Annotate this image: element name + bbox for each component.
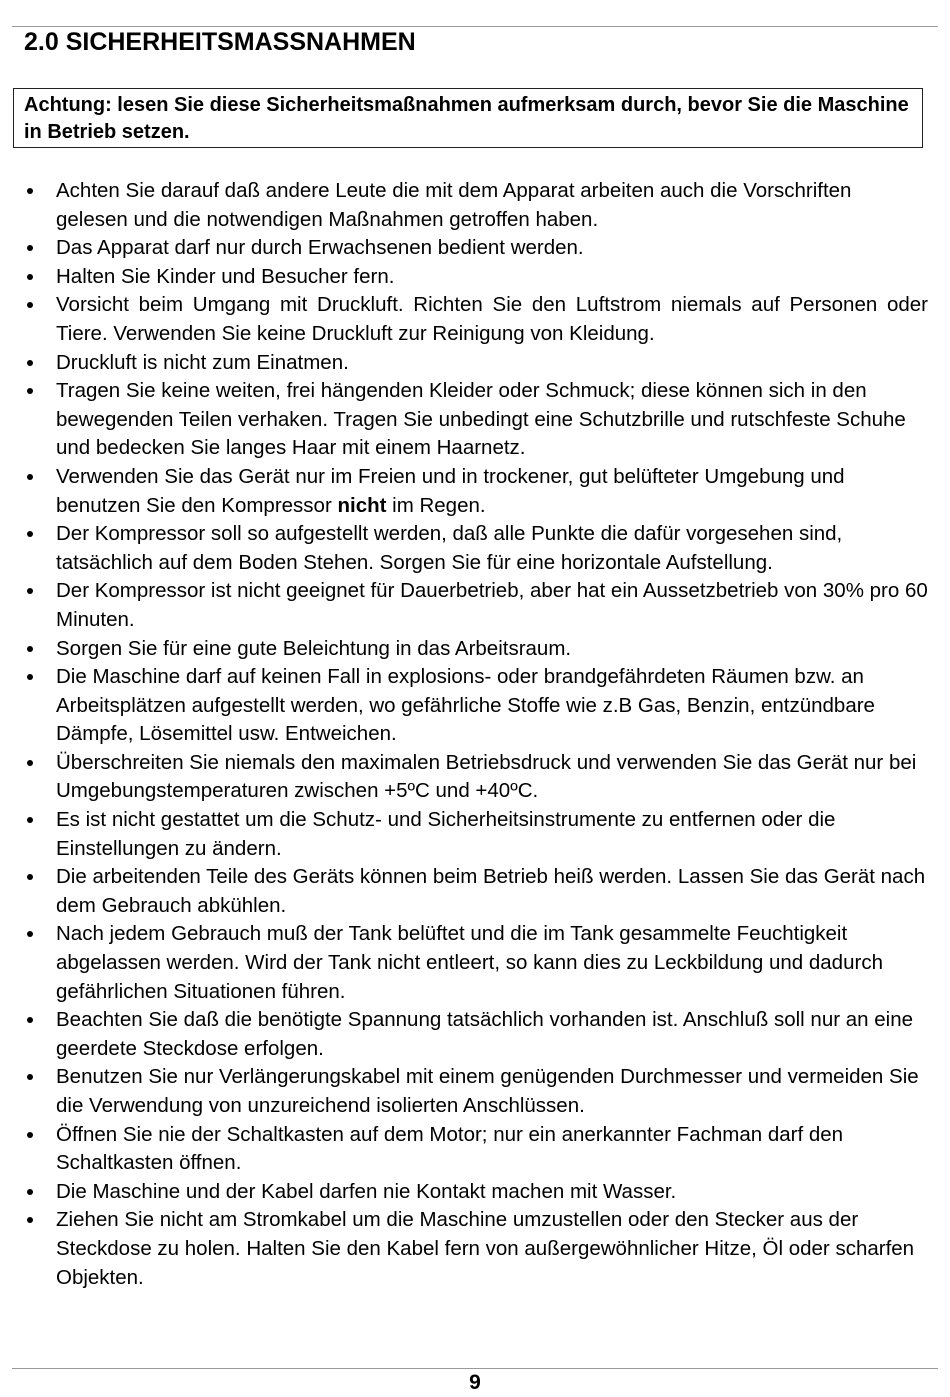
bullet-icon bbox=[27, 588, 33, 594]
bullet-icon bbox=[27, 531, 33, 537]
list-item: Der Kompressor soll so aufgestellt werden, daß alle Punkte die dafür vorgesehen sind, tatsächlich auf dem Boden Stehen. Sorgen Sie für eine horizontale Aufstellung. bbox=[0, 520, 950, 577]
section-heading: 2.0 SICHERHEITSMASSNAHMEN bbox=[24, 28, 416, 56]
list-item: Die Maschine darf auf keinen Fall in explosions- oder brandgefährdeten Räumen bzw. an Arbeitsplätzen aufgestellt werden, wo gefährliche Stoffe wie z.B Gas, Benzin, entzündbare Dämpfe, Lösemittel usw. Entweichen. bbox=[0, 663, 950, 749]
bullet-icon bbox=[27, 360, 33, 366]
emphasis-nicht: nicht bbox=[337, 493, 387, 517]
list-item: Tragen Sie keine weiten, frei hängenden Kleider oder Schmuck; diese können sich in den bewegenden Teilen verhaken. Tragen Sie unbedingt eine Schutzbrille und rutschfeste Schuhe und bedecken Sie langes Haar mit einem Haarnetz. bbox=[0, 377, 950, 463]
bullet-icon bbox=[27, 274, 33, 280]
list-item: Beachten Sie daß die benötigte Spannung tatsächlich vorhanden ist. Anschluß soll nur an eine geerdete Steckdose erfolgen. bbox=[0, 1006, 950, 1063]
list-item: Achten Sie darauf daß andere Leute die mit dem Apparat arbeiten auch die Vorschriften gelesen und die notwendigen Maßnahmen getroffen haben. bbox=[0, 177, 950, 234]
bullet-icon bbox=[27, 1017, 33, 1023]
bullet-icon bbox=[27, 302, 33, 308]
bullet-icon bbox=[27, 245, 33, 251]
bullet-icon bbox=[27, 817, 33, 823]
list-item: Verwenden Sie das Gerät nur im Freien und in trockener, gut belüfteter Umgebung und benutzen Sie den Kompressor nicht im Regen. bbox=[0, 463, 950, 520]
bullet-icon bbox=[27, 1217, 33, 1223]
list-item: Öffnen Sie nie der Schaltkasten auf dem Motor; nur ein anerkannter Fachman darf den Schaltkasten öffnen. bbox=[0, 1121, 950, 1178]
warning-box: Achtung: lesen Sie diese Sicherheitsmaßnahmen aufmerksam durch, bevor Sie die Maschine in Betrieb setzen. bbox=[13, 88, 923, 148]
list-item: Überschreiten Sie niemals den maximalen Betriebsdruck und verwenden Sie das Gerät nur bei Umgebungstemperaturen zwischen +5ºC und +40ºC. bbox=[0, 749, 950, 806]
bullet-icon bbox=[27, 760, 33, 766]
list-item: Sorgen Sie für eine gute Beleichtung in das Arbeitsraum. bbox=[0, 635, 950, 664]
list-item: Das Apparat darf nur durch Erwachsenen bedient werden. bbox=[0, 234, 950, 263]
list-item: Der Kompressor ist nicht geeignet für Dauerbetrieb, aber hat ein Aussetzbetrieb von 30% pro 60 Minuten. bbox=[0, 577, 950, 634]
list-item: Es ist nicht gestattet um die Schutz- und Sicherheitsinstrumente zu entfernen oder die Einstellungen zu ändern. bbox=[0, 806, 950, 863]
bullet-icon bbox=[27, 1189, 33, 1195]
bullet-icon bbox=[27, 388, 33, 394]
list-item: Die Maschine und der Kabel darfen nie Kontakt machen mit Wasser. bbox=[0, 1178, 950, 1207]
bullet-icon bbox=[27, 931, 33, 937]
bullet-icon bbox=[27, 474, 33, 480]
list-item: Vorsicht beim Umgang mit Druckluft. Richten Sie den Luftstrom niemals auf Personen oder Tiere. Verwenden Sie keine Druckluft zur Reinigung von Kleidung. bbox=[0, 291, 950, 348]
list-item: Die arbeitenden Teile des Geräts können beim Betrieb heiß werden. Lassen Sie das Gerät nach dem Gebrauch abkühlen. bbox=[0, 863, 950, 920]
bullet-icon bbox=[27, 674, 33, 680]
bullet-icon bbox=[27, 1132, 33, 1138]
page-number: 9 bbox=[469, 1371, 481, 1394]
safety-list bbox=[0, 177, 950, 1292]
list-item: Benutzen Sie nur Verlängerungskabel mit einem genügenden Durchmesser und vermeiden Sie die Verwendung von unzureichend isolierten Anschlüssen. bbox=[0, 1063, 950, 1120]
list-item: Ziehen Sie nicht am Stromkabel um die Maschine umzustellen oder den Stecker aus der Steckdose zu holen. Halten Sie den Kabel fern von außergewöhnlicher Hitze, Öl oder scharfen Objekten. bbox=[0, 1206, 950, 1292]
bullet-icon bbox=[27, 188, 33, 194]
bullet-icon bbox=[27, 874, 33, 880]
list-item: Halten Sie Kinder und Besucher fern. bbox=[0, 263, 950, 292]
list-item: Druckluft is nicht zum Einatmen. bbox=[0, 349, 950, 378]
list-item: Nach jedem Gebrauch muß der Tank belüftet und die im Tank gesammelte Feuchtigkeit abgelassen werden. Wird der Tank nicht entleert, so kann dies zu Leckbildung und dadurch gefährlichen Situationen führen. bbox=[0, 920, 950, 1006]
bullet-icon bbox=[27, 1074, 33, 1080]
bullet-icon bbox=[27, 646, 33, 652]
